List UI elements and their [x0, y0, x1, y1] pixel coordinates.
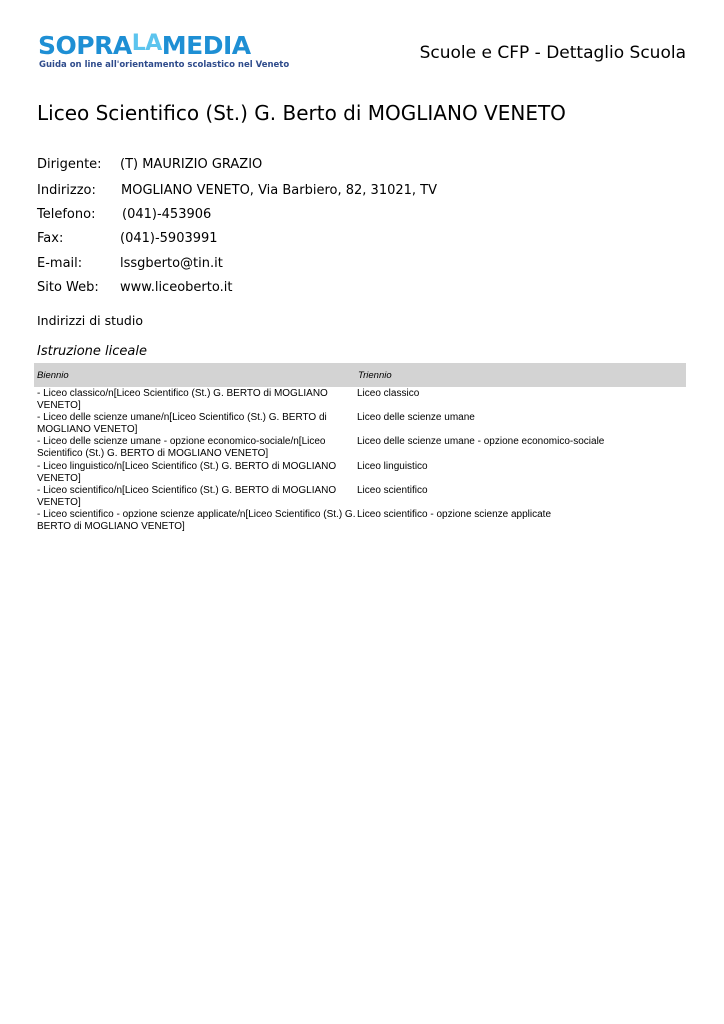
dirigente-label: Dirigente:	[37, 157, 102, 172]
fax-value: (041)-5903991	[120, 231, 218, 246]
email-label: E-mail:	[37, 256, 83, 271]
table-row	[37, 485, 687, 509]
indirizzo-label: Indirizzo:	[37, 183, 96, 198]
logo-wordmark	[38, 30, 251, 62]
cell-biennio: - Liceo scientifico/n[Liceo Scientifico (St.) G. BERTO di MOGLIANO VENETO]	[37, 484, 337, 508]
logo-tagline: Guida on line all'orientamento scolastico nel Veneto	[39, 60, 290, 70]
dirigente-value: (T) MAURIZIO GRAZIO	[120, 157, 263, 172]
table-header	[34, 363, 686, 387]
section-title-indirizzi: Indirizzi di studio	[37, 313, 143, 328]
cell-biennio: - Liceo linguistico/n[Liceo Scientifico (St.) G. BERTO di MOGLIANO VENETO]	[37, 460, 337, 484]
table-row	[37, 461, 687, 485]
category-title: Istruzione liceale	[37, 344, 147, 359]
email-link[interactable]: lssgberto@tin.it	[120, 256, 223, 271]
table-row	[37, 412, 687, 436]
fax-label: Fax:	[37, 231, 64, 246]
indirizzo-value: MOGLIANO VENETO, Via Barbiero, 82, 31021, TV	[121, 183, 438, 198]
sito-label: Sito Web:	[37, 280, 99, 295]
logo[interactable]	[38, 30, 290, 76]
cell-triennio: Liceo delle scienze umane	[357, 412, 475, 424]
cell-triennio: Liceo scientifico - opzione scienze applicate	[357, 508, 551, 520]
website-link[interactable]: www.liceoberto.it	[120, 280, 233, 295]
logo-word-sopra: SOPRA	[38, 31, 132, 60]
table-row	[37, 388, 687, 412]
cell-biennio: - Liceo scientifico - opzione scienze applicate/n[Liceo Scientifico (St.) G. BERTO di MOGLIANO VENETO]	[37, 508, 356, 532]
cell-triennio: Liceo delle scienze umane - opzione economico-sociale	[357, 436, 605, 448]
cell-triennio: Liceo linguistico	[357, 460, 428, 472]
telefono-label: Telefono:	[37, 207, 96, 222]
cell-biennio: - Liceo delle scienze umane/n[Liceo Scientifico (St.) G. BERTO di MOGLIANO VENETO]	[37, 412, 327, 436]
table-row	[37, 436, 687, 460]
cell-biennio: - Liceo delle scienze umane - opzione economico-sociale/n[Liceo Scientifico (St.) G. BERTO di MOGLIANO VENETO]	[37, 436, 326, 460]
table-row	[37, 509, 687, 533]
school-name: Liceo Scientifico (St.) G. Berto di MOGLIANO VENETO	[37, 101, 566, 125]
telefono-value: (041)-453906	[122, 207, 212, 222]
column-header-biennio: Biennio	[37, 370, 69, 381]
cell-triennio: Liceo scientifico	[357, 484, 428, 496]
page-header-title: Scuole e CFP - Dettaglio Scuola	[419, 43, 686, 63]
column-header-triennio: Triennio	[358, 370, 392, 381]
table-body	[37, 388, 687, 533]
logo-word-media: MEDIA	[161, 31, 251, 60]
logo-word-la: LA	[131, 31, 162, 56]
cell-triennio: Liceo classico	[357, 388, 420, 399]
cell-biennio: - Liceo classico/n[Liceo Scientifico (St.) G. BERTO di MOGLIANO VENETO]	[37, 388, 328, 411]
